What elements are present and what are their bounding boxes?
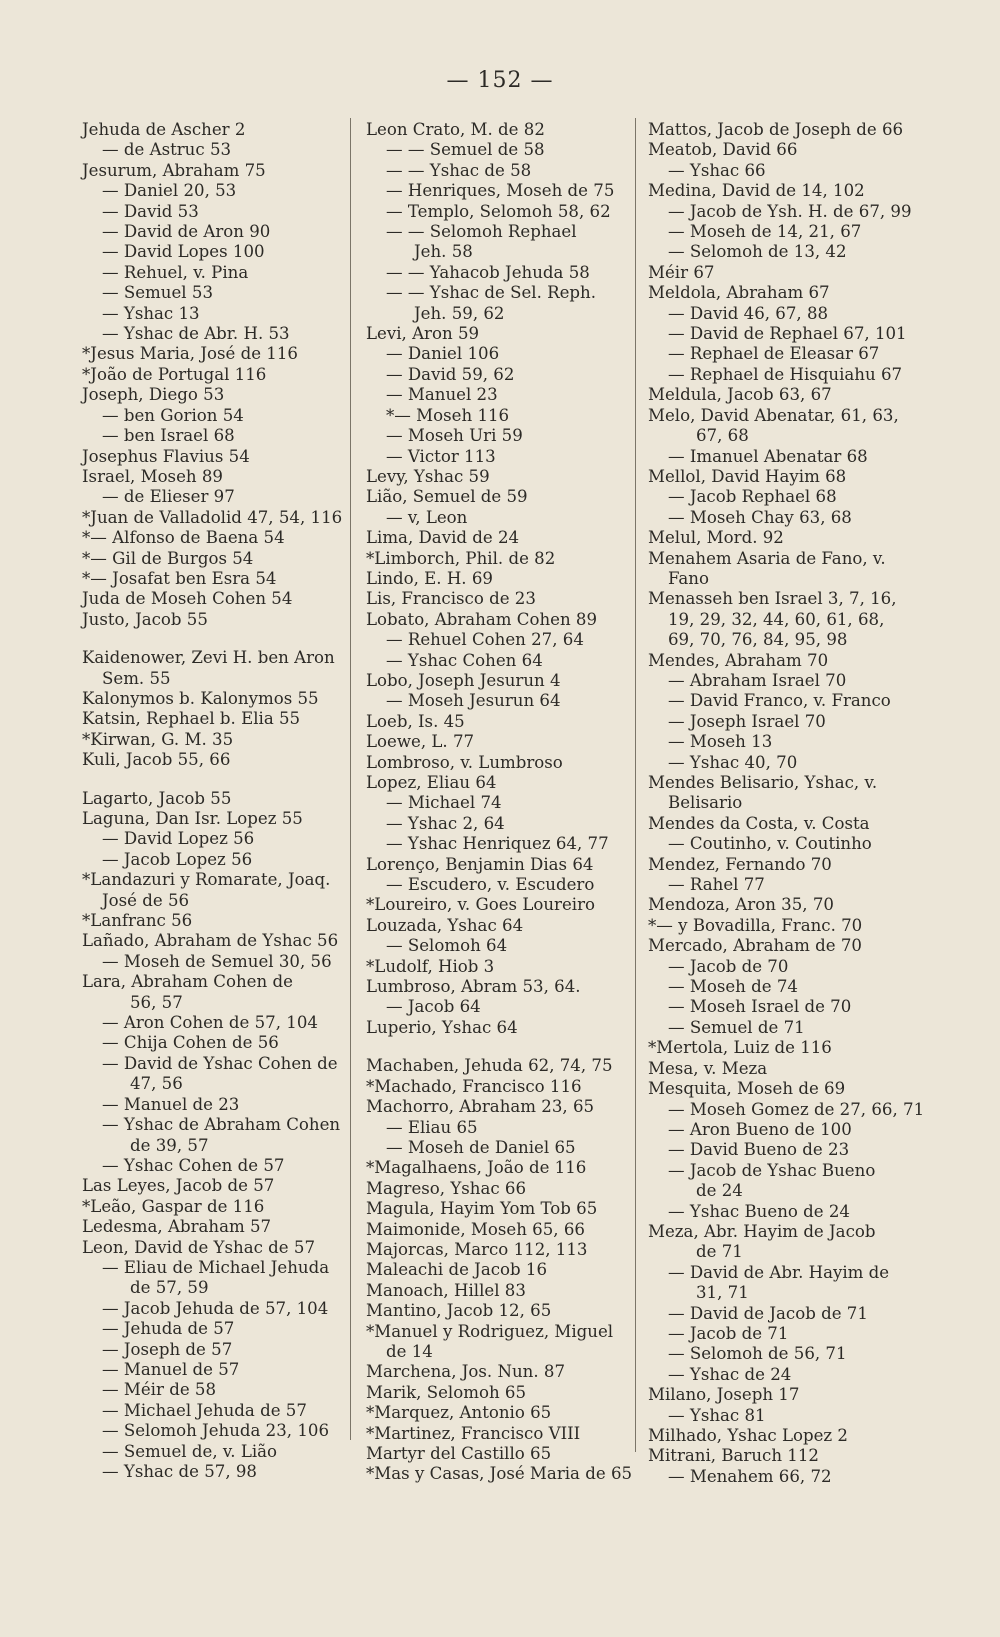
index-entry: — Jacob Rephael 68 xyxy=(668,487,837,507)
index-entry: — Rephael de Eleasar 67 xyxy=(668,344,880,364)
index-entry: *Landazuri y Romarate, Joaq. xyxy=(82,870,331,890)
index-entry: *João de Portugal 116 xyxy=(82,364,267,384)
index-entry: — Michael 74 xyxy=(386,793,502,813)
index-entry: Maleachi de Jacob 16 xyxy=(366,1260,548,1280)
index-entry: — Henriques, Moseh de 75 xyxy=(386,181,615,201)
index-entry: — ben Gorion 54 xyxy=(102,405,244,425)
index-entry: — Aron Cohen de 57, 104 xyxy=(102,1013,318,1033)
index-entry: Lombroso, v. Lumbroso xyxy=(366,752,563,772)
index-entry: Menasseh ben Israel 3, 7, 16, xyxy=(648,589,897,609)
index-entry: Lañado, Abraham de Yshac 56 xyxy=(82,931,339,951)
index-entry: — Moseh Israel de 70 xyxy=(668,997,852,1017)
index-entry: Meatob, David 66 xyxy=(648,140,798,160)
index-entry: Mendes Belisario, Yshac, v. xyxy=(648,773,878,792)
index-entry: — Michael Jehuda de 57 xyxy=(102,1400,307,1420)
index-entry: — Jacob 64 xyxy=(386,997,481,1017)
index-entry: — Rahel 77 xyxy=(668,875,765,895)
index-entry: Martyr del Castillo 65 xyxy=(366,1444,552,1463)
index-entry: Lião, Semuel de 59 xyxy=(366,487,528,507)
index-entry: Meldula, Jacob 63, 67 xyxy=(648,385,832,405)
index-entry: *Leão, Gaspar de 116 xyxy=(82,1196,265,1216)
index-entry: — de Elieser 97 xyxy=(102,487,235,507)
index-entry: — Moseh de Daniel 65 xyxy=(386,1137,576,1157)
index-entry: — ben Israel 68 xyxy=(102,426,235,446)
index-entry: Lima, David de 24 xyxy=(366,528,520,548)
index-entry: Majorcas, Marco 112, 113 xyxy=(366,1239,588,1259)
index-column-3 xyxy=(648,120,925,1487)
index-entry: — — Yahacob Jehuda 58 xyxy=(386,262,590,282)
index-entry: — Selomoh Jehuda 23, 106 xyxy=(102,1421,330,1441)
index-entry: — Yshac de 24 xyxy=(668,1364,792,1384)
index-entry: *— Alfonso de Baena 54 xyxy=(82,528,285,548)
column-divider-1 xyxy=(350,118,351,1440)
index-entry: — Manuel de 57 xyxy=(102,1359,240,1379)
index-entry: Jeh. 58 xyxy=(414,242,473,262)
index-entry: Levi, Aron 59 xyxy=(366,324,480,344)
index-entry: — David de Aron 90 xyxy=(102,222,271,242)
index-entry: Melo, David Abenatar, 61, 63, xyxy=(648,405,899,425)
column-divider-2 xyxy=(635,118,636,1452)
index-entry: 56, 57 xyxy=(130,992,183,1012)
index-entry: — Moseh Gomez de 27, 66, 71 xyxy=(668,1099,925,1119)
index-entry: — David 46, 67, 88 xyxy=(668,303,829,323)
index-entry: — Aron Bueno de 100 xyxy=(668,1119,852,1139)
index-entry: — David 59, 62 xyxy=(386,364,515,384)
index-entry: — — Yshac de 58 xyxy=(386,160,532,180)
index-entry: — Coutinho, v. Coutinho xyxy=(668,834,872,854)
index-entry: Juda de Moseh Cohen 54 xyxy=(82,589,293,609)
index-entry: Jesurum, Abraham 75 xyxy=(82,160,266,180)
index-entry: — Yshac Cohen de 57 xyxy=(102,1155,285,1175)
index-entry: Mendes, Abraham 70 xyxy=(648,650,829,670)
index-entry: — Rehuel Cohen 27, 64 xyxy=(386,630,584,650)
index-entry: — Yshac de 57, 98 xyxy=(102,1462,257,1481)
index-entry: Joseph, Diego 53 xyxy=(82,385,225,405)
index-entry: *Martinez, Francisco VIII xyxy=(366,1423,581,1443)
index-entry: — Rephael de Hisquiahu 67 xyxy=(668,364,903,384)
index-entry: Lis, Francisco de 23 xyxy=(366,589,536,609)
index-entry: — Yshac 13 xyxy=(102,303,200,323)
index-entry: Medina, David de 14, 102 xyxy=(648,181,865,201)
index-entry: Méir 67 xyxy=(648,262,715,282)
index-entry: Kaidenower, Zevi H. ben Aron xyxy=(82,648,335,668)
index-entry: — Yshac 2, 64 xyxy=(386,813,505,833)
index-entry: — Yshac Cohen 64 xyxy=(386,650,543,670)
index-entry: Fano xyxy=(668,568,709,588)
index-entry: Loeb, Is. 45 xyxy=(366,711,465,731)
index-entry: — Selomoh de 56, 71 xyxy=(668,1344,847,1364)
index-entry: Lopez, Eliau 64 xyxy=(366,773,497,792)
index-column-1 xyxy=(82,120,348,1482)
index-entry: *— y Bovadilla, Franc. 70 xyxy=(648,915,863,935)
index-entry: — Moseh Jesurun 64 xyxy=(386,691,561,711)
index-entry: — Manuel 23 xyxy=(386,385,498,405)
index-entry: — Daniel 106 xyxy=(386,344,500,364)
index-entry: — Jacob Jehuda de 57, 104 xyxy=(102,1298,329,1318)
index-entry: de 71 xyxy=(696,1242,743,1262)
index-entry: — Daniel 20, 53 xyxy=(102,181,237,201)
index-entry: — Menahem 66, 72 xyxy=(668,1466,832,1486)
index-entry: — Yshac 66 xyxy=(668,160,766,180)
index-entry: Machorro, Abraham 23, 65 xyxy=(366,1097,595,1117)
index-entry: — Templo, Selomoh 58, 62 xyxy=(386,201,611,221)
index-entry: Meza, Abr. Hayim de Jacob xyxy=(648,1221,876,1241)
index-entry: *— Moseh 116 xyxy=(386,405,510,425)
index-entry: Belisario xyxy=(668,793,743,813)
index-entry: Kuli, Jacob 55, 66 xyxy=(82,750,231,770)
index-entry: *Loureiro, v. Goes Loureiro xyxy=(366,895,596,915)
index-entry: — Yshac de Abraham Cohen xyxy=(102,1115,341,1135)
index-entry: *Mas y Casas, José Maria de 65 xyxy=(366,1464,633,1484)
index-entry: — Moseh de 74 xyxy=(668,977,798,997)
index-entry: — Moseh de 14, 21, 67 xyxy=(668,222,862,242)
index-entry: *Kirwan, G. M. 35 xyxy=(82,729,234,749)
index-entry: — Yshac 81 xyxy=(668,1405,766,1425)
index-entry: Mesquita, Moseh de 69 xyxy=(648,1079,846,1099)
index-entry: Leon Crato, M. de 82 xyxy=(366,120,545,139)
index-entry: Mendoza, Aron 35, 70 xyxy=(648,895,834,915)
index-entry: Mesa, v. Meza xyxy=(648,1058,768,1078)
index-entry: — Chija Cohen de 56 xyxy=(102,1033,279,1053)
index-entry: — Eliau de Michael Jehuda xyxy=(102,1257,330,1277)
index-entry: Milano, Joseph 17 xyxy=(648,1385,800,1405)
index-entry: Leon, David de Yshac de 57 xyxy=(82,1237,316,1257)
index-entry: *Lanfranc 56 xyxy=(82,911,193,931)
index-entry: *Machado, Francisco 116 xyxy=(366,1076,582,1096)
index-entry: 19, 29, 32, 44, 60, 61, 68, xyxy=(668,609,885,629)
index-entry: Lobato, Abraham Cohen 89 xyxy=(366,609,598,629)
index-entry: — Méir de 58 xyxy=(102,1380,217,1400)
index-entry: — Jacob Lopez 56 xyxy=(102,849,253,869)
index-entry: Israel, Moseh 89 xyxy=(82,466,223,486)
index-entry: — Moseh 13 xyxy=(668,732,773,752)
index-entry: Sem. 55 xyxy=(102,668,171,688)
index-entry: — Eliau 65 xyxy=(386,1117,478,1137)
index-entry: *Juan de Valladolid 47, 54, 116 xyxy=(82,507,343,527)
index-entry: — v, Leon xyxy=(386,507,468,527)
index-entry: Magreso, Yshac 66 xyxy=(366,1178,527,1198)
index-entry: Jeh. 59, 62 xyxy=(414,303,505,323)
index-entry: — — Selomoh Rephael xyxy=(386,222,577,242)
index-entry: — David Lopez 56 xyxy=(102,829,255,849)
index-entry: Laguna, Dan Isr. Lopez 55 xyxy=(82,809,303,828)
index-entry: — Joseph Israel 70 xyxy=(668,711,826,731)
index-entry: Mendes da Costa, v. Costa xyxy=(648,813,870,833)
index-entry: — David de Jacob de 71 xyxy=(668,1303,868,1323)
index-entry: — Jacob de Ysh. H. de 67, 99 xyxy=(668,201,912,221)
index-entry: — — Yshac de Sel. Reph. xyxy=(386,283,597,303)
index-entry: José de 56 xyxy=(102,890,190,910)
index-entry: Magula, Hayim Yom Tob 65 xyxy=(366,1199,598,1219)
index-entry: 47, 56 xyxy=(130,1074,183,1094)
index-entry: — Semuel de 71 xyxy=(668,1017,805,1037)
index-entry: — Jacob de Yshac Bueno xyxy=(668,1160,876,1180)
index-entry: *Marquez, Antonio 65 xyxy=(366,1403,552,1423)
index-entry: — Joseph de 57 xyxy=(102,1339,233,1359)
index-entry: Meldola, Abraham 67 xyxy=(648,283,830,303)
index-entry: 69, 70, 76, 84, 95, 98 xyxy=(668,630,848,650)
index-entry: — Abraham Israel 70 xyxy=(668,670,847,690)
page-number: — 152 — xyxy=(446,68,554,93)
index-entry: de 57, 59 xyxy=(130,1278,209,1298)
index-entry: Lindo, E. H. 69 xyxy=(366,568,493,588)
index-entry: Las Leyes, Jacob de 57 xyxy=(82,1176,275,1196)
index-entry: Mercado, Abraham de 70 xyxy=(648,936,862,956)
index-entry: — David Franco, v. Franco xyxy=(668,691,891,711)
index-entry: Luperio, Yshac 64 xyxy=(366,1017,518,1037)
index-entry: — Imanuel Abenatar 68 xyxy=(668,446,868,466)
index-entry: — David Lopes 100 xyxy=(102,242,265,262)
index-entry: — David 53 xyxy=(102,201,199,221)
index-entry: — Rehuel, v. Pina xyxy=(102,262,249,282)
index-entry: Mendez, Fernando 70 xyxy=(648,854,832,874)
index-entry: Machaben, Jehuda 62, 74, 75 xyxy=(366,1056,613,1076)
index-entry: Ledesma, Abraham 57 xyxy=(82,1217,272,1237)
index-entry: Mellol, David Hayim 68 xyxy=(648,466,847,486)
index-entry: — Escudero, v. Escudero xyxy=(386,875,595,895)
index-entry: *Ludolf, Hiob 3 xyxy=(366,956,495,976)
index-entry: de 39, 57 xyxy=(130,1135,209,1155)
index-entry: — Yshac 40, 70 xyxy=(668,752,798,772)
index-entry: Lara, Abraham Cohen de xyxy=(82,972,293,992)
index-entry: Justo, Jacob 55 xyxy=(82,609,208,629)
index-entry: *Mertola, Luiz de 116 xyxy=(648,1038,832,1058)
index-entry: Lorenço, Benjamin Dias 64 xyxy=(366,854,594,874)
index-entry: Maimonide, Moseh 65, 66 xyxy=(366,1219,585,1239)
index-column-2 xyxy=(366,120,636,1485)
index-entry: Mantino, Jacob 12, 65 xyxy=(366,1301,552,1321)
index-entry: *— Gil de Burgos 54 xyxy=(82,548,254,568)
index-entry: *Limborch, Phil. de 82 xyxy=(366,548,556,568)
index-entry: Lumbroso, Abram 53, 64. xyxy=(366,977,581,997)
index-entry: Menahem Asaria de Fano, v. xyxy=(648,548,886,568)
index-entry: — David de Yshac Cohen de xyxy=(102,1053,338,1073)
index-entry: Louzada, Yshac 64 xyxy=(366,915,524,935)
index-entry: Marchena, Jos. Nun. 87 xyxy=(366,1362,566,1382)
index-entry: Milhado, Yshac Lopez 2 xyxy=(648,1426,848,1445)
index-entry: — Jehuda de 57 xyxy=(102,1319,235,1339)
index-entry: — Semuel 53 xyxy=(102,283,213,303)
index-entry: — Jacob de 70 xyxy=(668,956,789,976)
index-entry: — Moseh de Semuel 30, 56 xyxy=(102,951,332,971)
index-entry: Josephus Flavius 54 xyxy=(82,446,250,466)
index-entry: — Yshac Bueno de 24 xyxy=(668,1201,850,1221)
index-entry: — David Bueno de 23 xyxy=(668,1140,850,1160)
index-entry: Loewe, L. 77 xyxy=(366,732,475,752)
index-entry: — Selomoh 64 xyxy=(386,936,508,956)
index-entry: Jehuda de Ascher 2 xyxy=(82,120,246,139)
index-entry: Mitrani, Baruch 112 xyxy=(648,1446,819,1466)
index-entry: *— Josafat ben Esra 54 xyxy=(82,568,277,588)
index-entry: 31, 71 xyxy=(696,1283,749,1303)
index-entry: Katsin, Rephael b. Elia 55 xyxy=(82,709,301,729)
index-entry: — Selomoh de 13, 42 xyxy=(668,242,847,262)
index-entry: Levy, Yshac 59 xyxy=(366,466,490,486)
index-entry: Mattos, Jacob de Joseph de 66 xyxy=(648,120,904,139)
index-entry: Lagarto, Jacob 55 xyxy=(82,788,232,808)
index-entry: — David de Abr. Hayim de xyxy=(668,1262,890,1282)
index-entry: *Magalhaens, João de 116 xyxy=(366,1158,587,1178)
index-entry: Marik, Selomoh 65 xyxy=(366,1382,527,1402)
index-entry: — Yshac Henriquez 64, 77 xyxy=(386,834,609,854)
index-entry: Melul, Mord. 92 xyxy=(648,528,784,548)
index-entry: — Victor 113 xyxy=(386,446,496,466)
index-entry: — Moseh Chay 63, 68 xyxy=(668,507,852,527)
index-entry: — David de Rephael 67, 101 xyxy=(668,324,907,344)
index-entry: — — Semuel de 58 xyxy=(386,140,545,160)
index-entry: — de Astruc 53 xyxy=(102,140,232,160)
index-entry: 67, 68 xyxy=(696,426,749,446)
index-entry: *Jesus Maria, José de 116 xyxy=(82,344,298,364)
index-entry: — Yshac de Abr. H. 53 xyxy=(102,324,290,344)
index-entry: — Manuel de 23 xyxy=(102,1094,240,1114)
index-entry: de 24 xyxy=(696,1181,743,1201)
index-entry: Lobo, Joseph Jesurun 4 xyxy=(366,670,561,690)
index-entry: — Moseh Uri 59 xyxy=(386,426,523,446)
index-entry: Manoach, Hillel 83 xyxy=(366,1280,526,1300)
index-entry: Kalonymos b. Kalonymos 55 xyxy=(82,688,319,708)
index-entry: de 14 xyxy=(386,1341,433,1361)
index-entry: — Jacob de 71 xyxy=(668,1323,789,1343)
index-entry: — Semuel de, v. Lião xyxy=(102,1441,278,1461)
index-entry: *Manuel y Rodriguez, Miguel xyxy=(366,1321,614,1341)
